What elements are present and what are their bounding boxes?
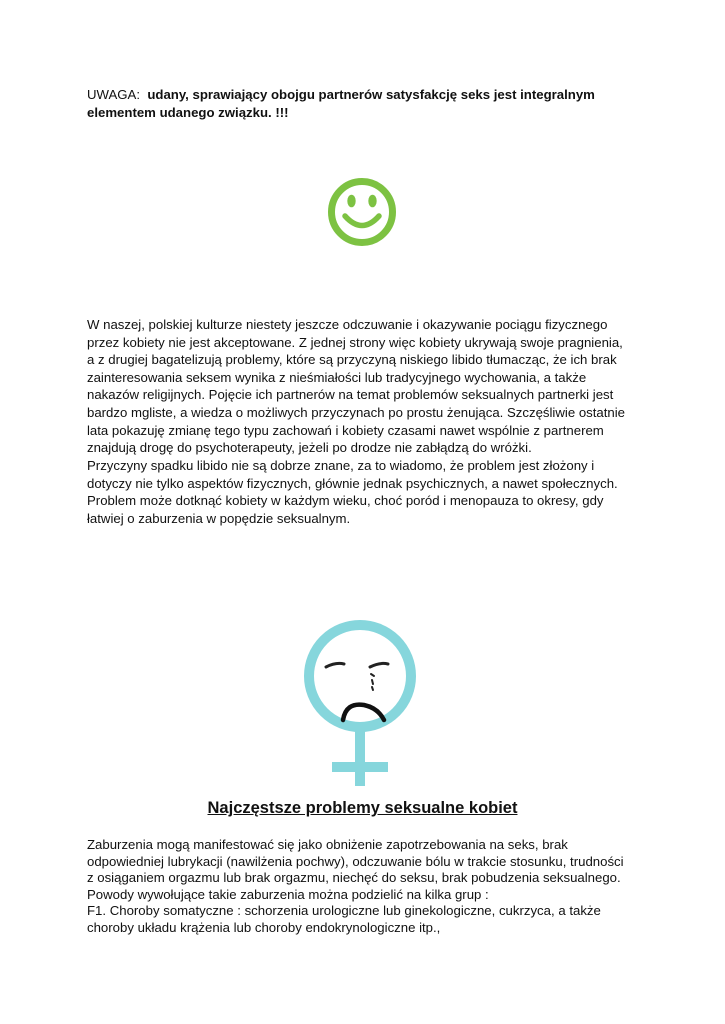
text-line: lata pokazuję zmianę tego typu zachowań i kobiety czasami nawet wspólnie z partnerem — [87, 422, 604, 438]
notice-line-2: elementem udanego związku. !!! — [87, 105, 289, 120]
notice-line-1: udany, sprawiający obojgu partnerów satysfakcję seks jest integralnym — [147, 87, 595, 102]
paragraph-1 — [87, 316, 647, 457]
text-line: z osiąganiem orgazmu lub brak orgazmu, niechęć do seksu, brak pobudzenia seksualnego. — [87, 870, 621, 885]
sad-female-symbol-icon — [292, 618, 428, 790]
text-line: przez kobiety nie jest akceptowane. Z jednej strony więc kobiety ukrywają swoje pragnienia, — [87, 334, 623, 350]
text-line: bardzo mgliste, a wiedza o możliwych przyczynach po prostu żenująca. Szczęśliwie ostatnie — [87, 404, 626, 420]
text-line: łatwiej o zaburzenia w popędzie seksualnym. — [87, 510, 351, 526]
notice-text — [87, 86, 647, 122]
text-line: dotyczy nie tylko aspektów fizycznych, głównie jednak psychicznych, a nawet społecznych. — [87, 475, 618, 491]
notice-prefix: UWAGA: — [87, 87, 140, 102]
text-line: Przyczyny spadku libido nie są dobrze znane, za to wiadomo, że problem jest złożony i — [87, 458, 595, 473]
section-heading: Najczęstsze problemy seksualne kobiet — [207, 799, 518, 817]
text-line: odpowiedniej lubrykacji (nawilżenia pochwy), odczuwanie bólu w trakcie stosunku, trudności — [87, 853, 624, 869]
paragraph-3 — [87, 837, 647, 936]
smiley-face-icon — [327, 177, 397, 247]
text-line: W naszej, polskiej kulturze niestety jeszcze odczuwanie i okazywanie pociągu fizycznego — [87, 317, 608, 332]
text-line: F1. Choroby somatyczne : schorzenia urologiczne lub ginekologiczne, cukrzyca, a także — [87, 903, 601, 918]
text-line: choroby układu krążenia lub choroby endokrynologiczne itp., — [87, 919, 441, 935]
text-line: Powody wywołujące takie zaburzenia można podzielić na kilka grup : — [87, 886, 489, 902]
text-line: nakazów religijnych. Pojęcie ich partnerów na temat problemów seksualnych partnerki jest — [87, 387, 614, 403]
text-line: Zaburzenia mogą manifestować się jako obniżenie zapotrzebowania na seks, brak — [87, 837, 568, 852]
text-line: zainteresowania seksem wynika z nieśmiałości lub tradycyjnego wychowania, a także — [87, 369, 587, 385]
text-line: znajdują drogę do psychoterapeuty, jeżeli po drodze nie zabłądzą do wróżki. — [87, 440, 532, 456]
paragraph-2 — [87, 457, 647, 527]
text-line: a z drugiej bagatelizują problemy, które są przyczyną niskiego libido tłumacząc, że ich brak — [87, 352, 617, 368]
text-line: Problem może dotknąć kobiety w każdym wieku, choć poród i menopauza to okresy, gdy — [87, 493, 604, 509]
